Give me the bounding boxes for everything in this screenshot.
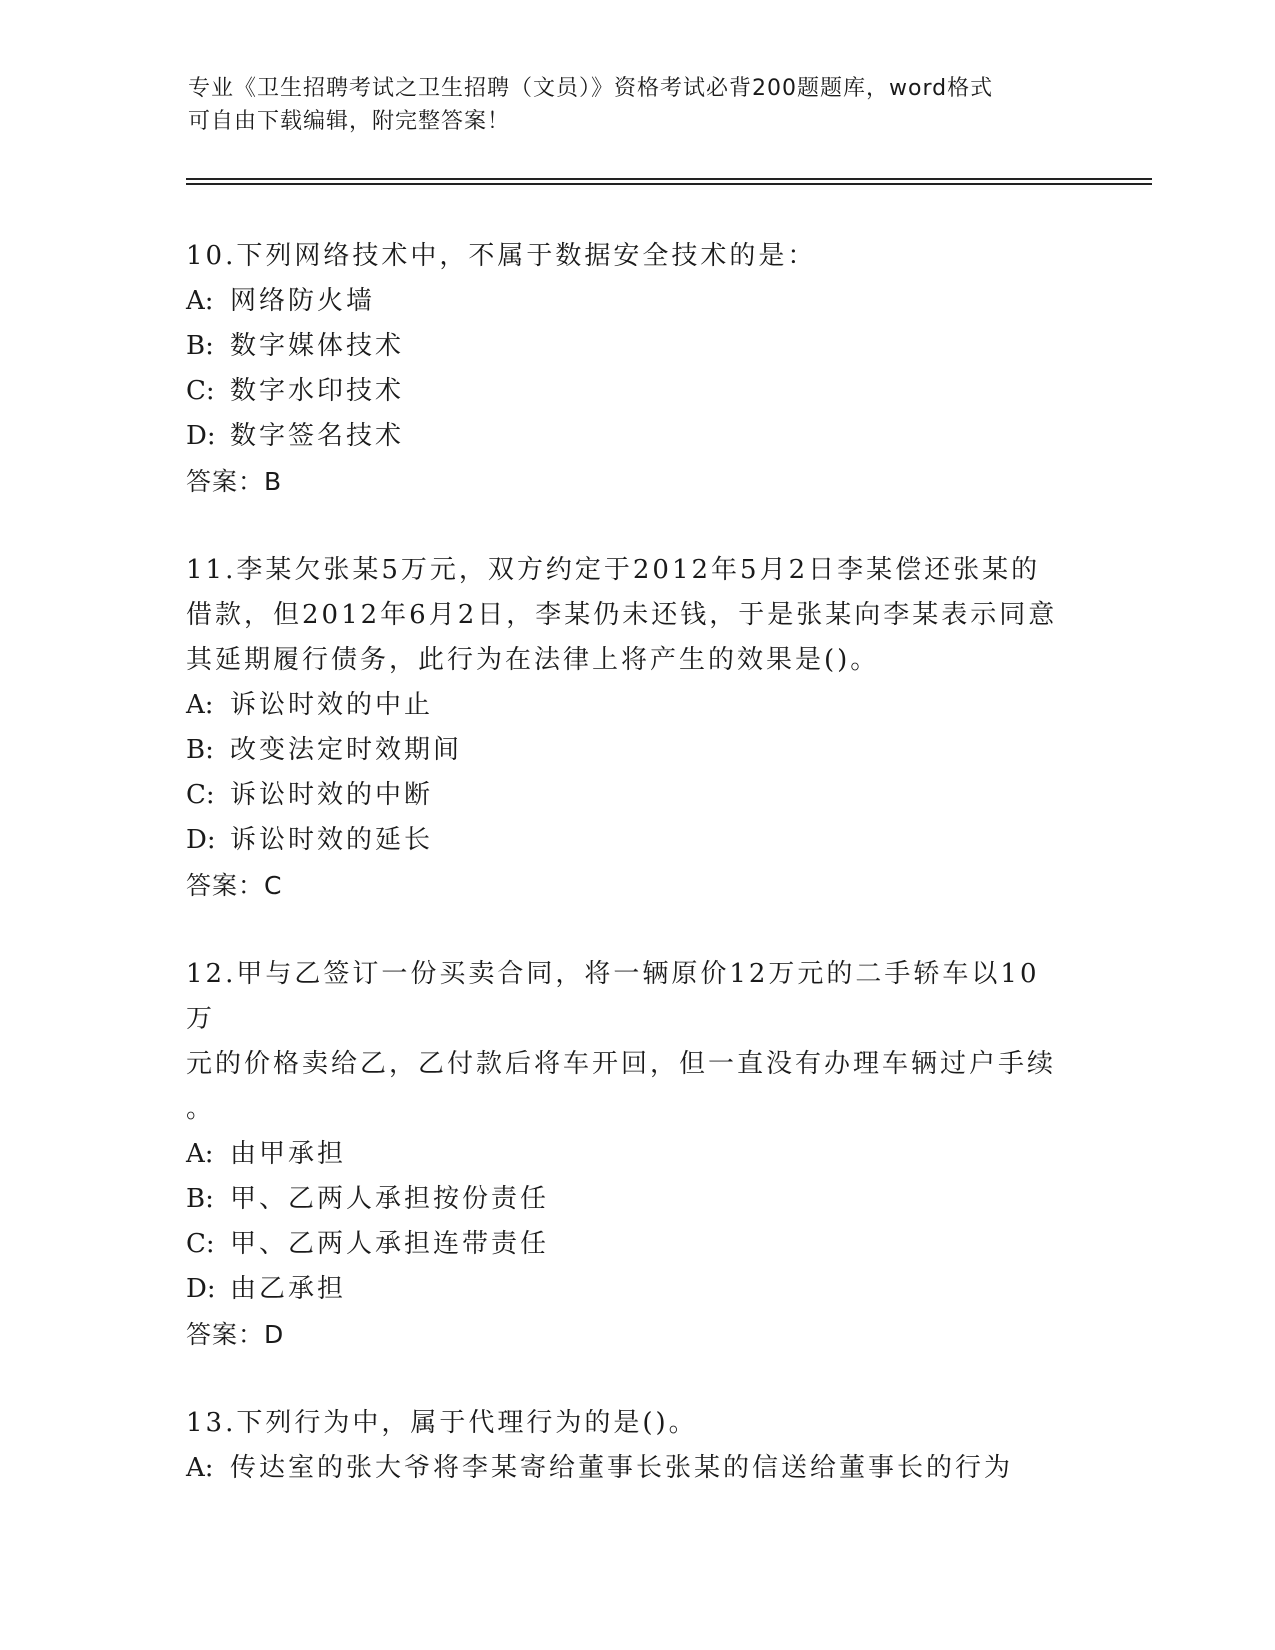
answer-line: 答案：B	[186, 467, 283, 496]
option-row	[186, 773, 1066, 818]
question-stem-line: 。	[186, 1094, 216, 1124]
option-text: 网络防火墙	[230, 286, 376, 316]
answer-line: 答案：C	[186, 871, 283, 900]
option-row	[186, 683, 1066, 728]
option-row	[186, 728, 1066, 773]
option-text: 数字签名技术	[230, 421, 405, 451]
option-text: 甲、乙两人承担按份责任	[230, 1184, 550, 1214]
question-stem-line: 借款，但2012年6月2日，李某仍未还钱，于是张某向李某表示同意	[186, 600, 1058, 630]
option-text: 数字水印技术	[230, 376, 405, 406]
option-row	[186, 1222, 1066, 1267]
question-list	[186, 234, 1066, 1535]
option-letter: B:	[186, 1184, 214, 1214]
option-text: 数字媒体技术	[230, 331, 405, 361]
option-letter: A:	[186, 1139, 214, 1169]
option-row	[186, 279, 1066, 324]
option-letter: C:	[186, 780, 215, 810]
question-stem-line: 13.下列行为中，属于代理行为的是()。	[186, 1408, 698, 1438]
option-row	[186, 1177, 1066, 1222]
option-letter: A:	[186, 1453, 214, 1483]
option-letter: A:	[186, 286, 214, 316]
option-row	[186, 414, 1066, 459]
option-text: 诉讼时效的中止	[230, 690, 434, 720]
option-letter: D:	[186, 421, 216, 451]
option-letter: D:	[186, 1274, 216, 1304]
option-text: 诉讼时效的延长	[230, 825, 434, 855]
question-stem-line: 11.李某欠张某5万元，双方约定于2012年5月2日李某偿还张某的	[186, 555, 1041, 585]
question-block	[186, 548, 1066, 908]
option-row	[186, 1446, 1066, 1491]
answer-line: 答案：D	[186, 1320, 285, 1349]
header-line-2: 可自由下载编辑，附完整答案！	[188, 109, 511, 134]
question-stem-line: 12.甲与乙签订一份买卖合同，将一辆原价12万元的二手轿车以10万	[186, 959, 1040, 1034]
question-stem-line: 10.下列网络技术中，不属于数据安全技术的是：	[186, 241, 817, 271]
question-block	[186, 1401, 1066, 1491]
question-stem-line: 元的价格卖给乙，乙付款后将车开回，但一直没有办理车辆过户手续	[186, 1049, 1057, 1079]
option-text: 甲、乙两人承担连带责任	[230, 1229, 550, 1259]
option-letter: C:	[186, 1229, 215, 1259]
option-row	[186, 818, 1066, 863]
option-text: 由乙承担	[230, 1274, 347, 1304]
option-text: 诉讼时效的中断	[230, 780, 434, 810]
option-row	[186, 324, 1066, 369]
option-letter: C:	[186, 376, 215, 406]
option-letter: B:	[186, 735, 214, 765]
option-text: 改变法定时效期间	[230, 735, 463, 765]
option-letter: B:	[186, 331, 214, 361]
header-line-1: 专业《卫生招聘考试之卫生招聘（文员）》资格考试必背200题题库，word格式	[188, 76, 994, 101]
question-block	[186, 952, 1066, 1357]
option-row	[186, 1267, 1066, 1312]
option-letter: D:	[186, 825, 216, 855]
header-divider-top	[186, 178, 1152, 180]
option-row	[186, 1132, 1066, 1177]
header-divider-bottom	[186, 183, 1152, 185]
option-text: 由甲承担	[230, 1139, 347, 1169]
question-stem-line: 其延期履行债务，此行为在法律上将产生的效果是()。	[186, 645, 880, 675]
option-letter: A:	[186, 690, 214, 720]
question-block	[186, 234, 1066, 504]
option-row	[186, 369, 1066, 414]
option-text: 传达室的张大爷将李某寄给董事长张某的信送给董事长的行为	[230, 1453, 1014, 1483]
document-header	[188, 72, 1088, 138]
